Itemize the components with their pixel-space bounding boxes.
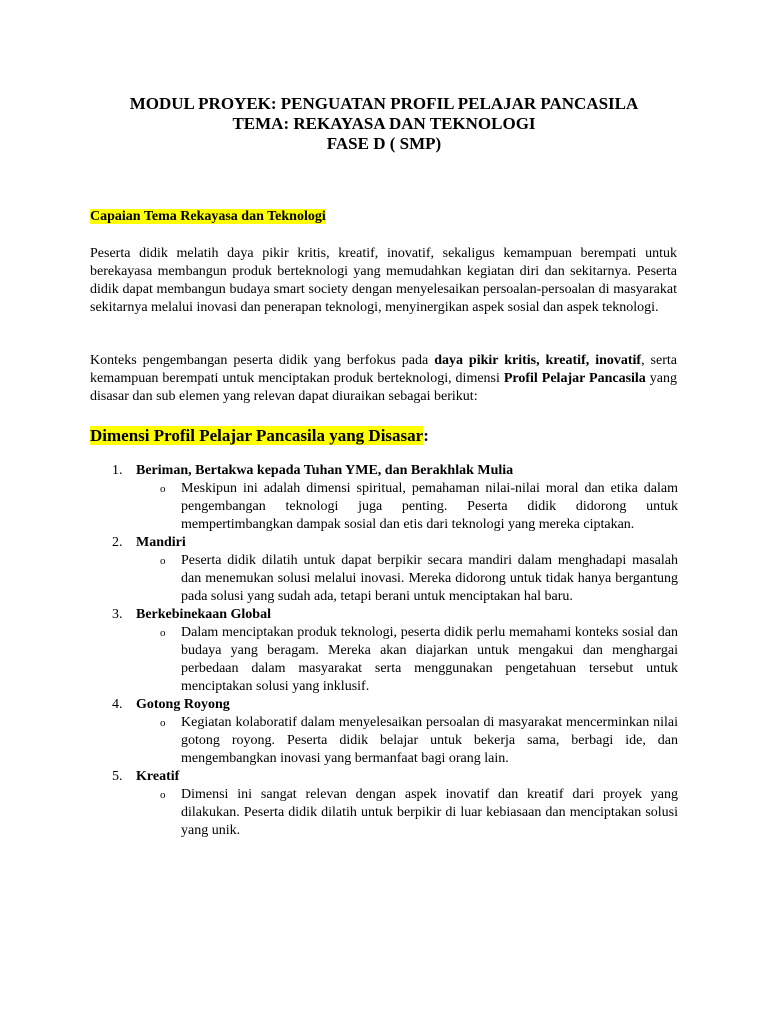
- list-item: [90, 606, 678, 696]
- context-text-3: yang disasar dan sub elemen yang relevan dapat diuraikan sebagai berikut:: [90, 371, 677, 404]
- context-paragraph: [90, 352, 677, 406]
- capaian-paragraph: Peserta didik melatih daya pikir kritis, kreatif, inovatif, sekaligus kemampuan berempati untuk berekayasa membangun produk berteknologi yang memudahkan kegiatan diri dan sekitarnya. Peserta didik dapat membangun budaya smart society dengan menyelesaikan persoalan-persoalan di masyarakat sekitarnya melalui inovasi dan penerapan teknologi, menyinergikan aspek sosial dan aspek teknologi.: [90, 246, 677, 315]
- sub-list-item: [136, 552, 678, 606]
- sub-list: [136, 714, 678, 768]
- list-number: 1.: [112, 463, 123, 478]
- title-line-1: MODUL PROYEK: PENGUATAN PROFIL PELAJAR PANCASILA: [129, 94, 639, 113]
- list-number: 4.: [112, 697, 123, 712]
- title-line-3: FASE D ( SMP): [326, 134, 442, 153]
- sub-list-item: [136, 786, 678, 840]
- section-heading-capaian: [90, 208, 326, 226]
- sub-list-item: [136, 714, 678, 768]
- list-item-title: Beriman, Bertakwa kepada Tuhan YME, dan Berakhlak Mulia: [136, 463, 514, 478]
- sub-list-item: [136, 624, 678, 696]
- list-item: [90, 768, 678, 840]
- list-item-title: Gotong Royong: [136, 697, 230, 712]
- context-text-1: Konteks pengembangan peserta didik yang berfokus pada: [90, 353, 435, 368]
- bullet-icon: o: [160, 555, 166, 567]
- sub-item-text: Peserta didik dilatih untuk dapat berpikir secara mandiri dalam menghadapi masalah dan menemukan solusi melalui inovasi. Mereka didorong untuk tidak hanya bergantung pada solusi yang sudah ada, tetapi berani untuk menciptakan hal baru.: [181, 553, 678, 604]
- list-number: 3.: [112, 607, 123, 622]
- sub-item-text: Dalam menciptakan produk teknologi, peserta didik perlu memahami konteks sosial dan budaya yang beragam. Mereka akan diajarkan untuk mengakui dan menghargai perbedaan dalam masyarakat serta menggunakan pengetahuan tersebut untuk menciptakan solusi yang inklusif.: [181, 625, 678, 694]
- sub-list: [136, 552, 678, 606]
- context-text-2: , serta kemampuan berempati untuk menciptakan produk berteknologi, dimensi: [90, 353, 677, 386]
- highlighted-heading-text: Dimensi Profil Pelajar Pancasila yang Disasar: [90, 426, 424, 445]
- dimension-list: [90, 462, 678, 840]
- list-item: [90, 696, 678, 768]
- bullet-icon: o: [160, 717, 166, 729]
- bullet-icon: o: [160, 627, 166, 639]
- sub-list: [136, 624, 678, 696]
- list-item: [90, 534, 678, 606]
- title-line-2: TEMA: REKAYASA DAN TEKNOLOGI: [232, 114, 536, 133]
- list-number: 2.: [112, 535, 123, 550]
- bullet-icon: o: [160, 483, 166, 495]
- list-item-title: Kreatif: [136, 769, 180, 784]
- sub-list: [136, 786, 678, 840]
- list-number: 5.: [112, 769, 123, 784]
- sub-list-item: [136, 480, 678, 534]
- section-heading-dimensi: [90, 425, 429, 447]
- highlighted-heading-text: Capaian Tema Rekayasa dan Teknologi: [90, 209, 326, 224]
- document-title: [90, 94, 678, 154]
- sub-item-text: Dimensi ini sangat relevan dengan aspek inovatif dan kreatif dari proyek yang dilakukan. Peserta didik dilatih untuk berpikir di luar kebiasaan dan menciptakan solusi yang unik.: [181, 787, 678, 838]
- heading-colon: :: [423, 426, 429, 445]
- context-bold-2: Profil Pelajar Pancasila: [503, 371, 646, 386]
- bullet-icon: o: [160, 789, 166, 801]
- sub-item-text: Meskipun ini adalah dimensi spiritual, pemahaman nilai-nilai moral dan etika dalam pengembangan teknologi juga penting. Peserta didik didorong untuk mempertimbangkan dampak sosial dan etis dari teknologi yang mereka ciptakan.: [181, 481, 678, 532]
- sub-item-text: Kegiatan kolaboratif dalam menyelesaikan persoalan di masyarakat mencerminkan nilai gotong royong. Peserta didik belajar untuk bekerja sama, berbagi ide, dan mengembangkan inovasi yang bermanfaat bagi orang lain.: [181, 715, 678, 766]
- context-bold-1: daya pikir kritis, kreatif, inovatif: [434, 353, 642, 368]
- list-item-title: Berkebinekaan Global: [136, 607, 271, 622]
- list-item: [90, 462, 678, 534]
- sub-list: [136, 480, 678, 534]
- list-item-title: Mandiri: [136, 535, 186, 550]
